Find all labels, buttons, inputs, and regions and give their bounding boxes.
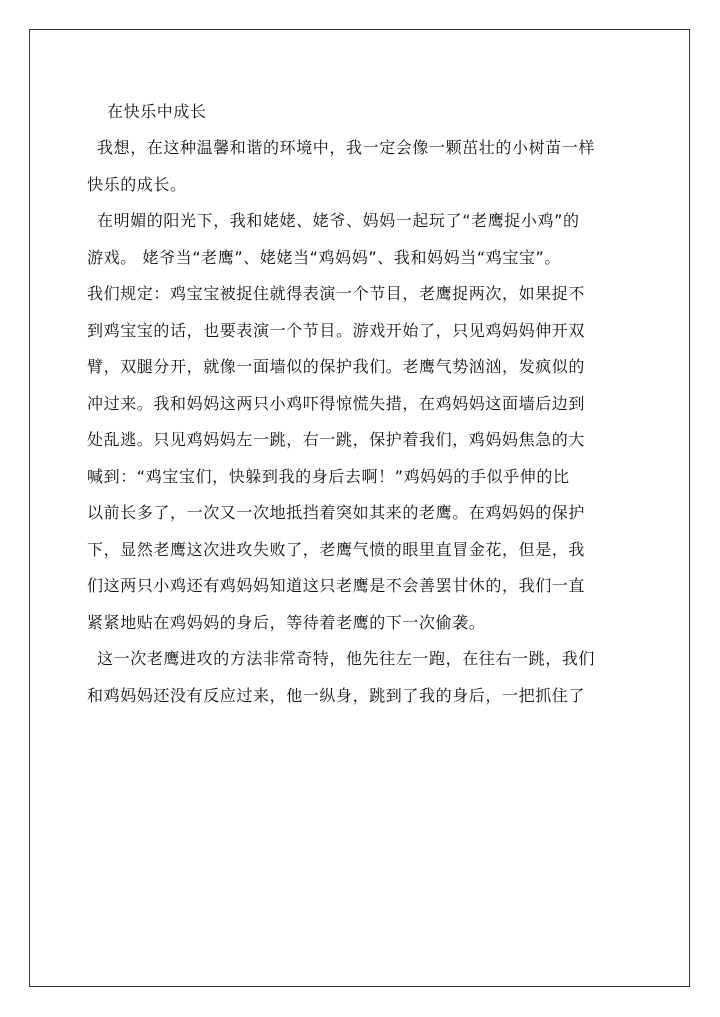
paragraph-line: 下，显然老鹰这次进攻失败了，老鹰气愤的眼里直冒金花，但是，我 bbox=[87, 539, 586, 559]
document-title: 在快乐中成长 bbox=[107, 102, 207, 121]
paragraph-line: 紧紧地贴在鸡妈妈的身后，等待着老鹰的下一次偷袭。 bbox=[87, 612, 486, 632]
paragraph-line: 喊到：“鸡宝宝们，快躲到我的身后去啊！”鸡妈妈的手似乎伸的比 bbox=[87, 466, 570, 486]
paragraph-line: 们这两只小鸡还有鸡妈妈知道这只老鹰是不会善罢甘休的，我们一直 bbox=[87, 576, 586, 595]
paragraph-line: 到鸡宝宝的话，也要表演一个节目。游戏开始了，只见鸡妈妈伸开双 bbox=[87, 320, 586, 340]
paragraph-line: 我们规定：鸡宝宝被捉住就得表演一个节目，老鹰捉两次，如果捉不 bbox=[87, 284, 586, 303]
paragraph-line: 在明媚的阳光下，我和姥姥、姥爷、妈妈一起玩了“老鹰捉小鸡”的 bbox=[97, 211, 580, 230]
paragraph-line: 冲过来。我和妈妈这两只小鸡吓得惊慌失措，在鸡妈妈这面墙后边到 bbox=[87, 393, 586, 413]
paragraph-line: 和鸡妈妈还没有反应过来，他一纵身，跳到了我的身后，一把抓住了 bbox=[87, 685, 586, 705]
paragraph-line: 臂，双腿分开，就像一面墙似的保护我们。老鹰气势汹汹，发疯似的 bbox=[87, 357, 586, 376]
document-body bbox=[87, 94, 635, 714]
paragraph-line: 以前长多了，一次又一次地抵挡着突如其来的老鹰。在鸡妈妈的保护 bbox=[87, 503, 586, 522]
paragraph-line: 游戏。 姥爷当“老鹰”、姥姥当“鸡妈妈”、我和妈妈当“鸡宝宝”。 bbox=[87, 247, 562, 267]
paragraph-line: 我想，在这种温馨和谐的环境中，我一定会像一颗茁壮的小树苗一样 bbox=[97, 138, 596, 157]
paragraph-line: 这一次老鹰进攻的方法非常奇特，他先往左一跑，在往右一跳，我们 bbox=[97, 649, 596, 668]
paragraph-line: 处乱逃。只见鸡妈妈左一跳，右一跳，保护着我们，鸡妈妈焦急的大 bbox=[87, 430, 586, 449]
paragraph-line: 快乐的成长。 bbox=[87, 174, 187, 194]
